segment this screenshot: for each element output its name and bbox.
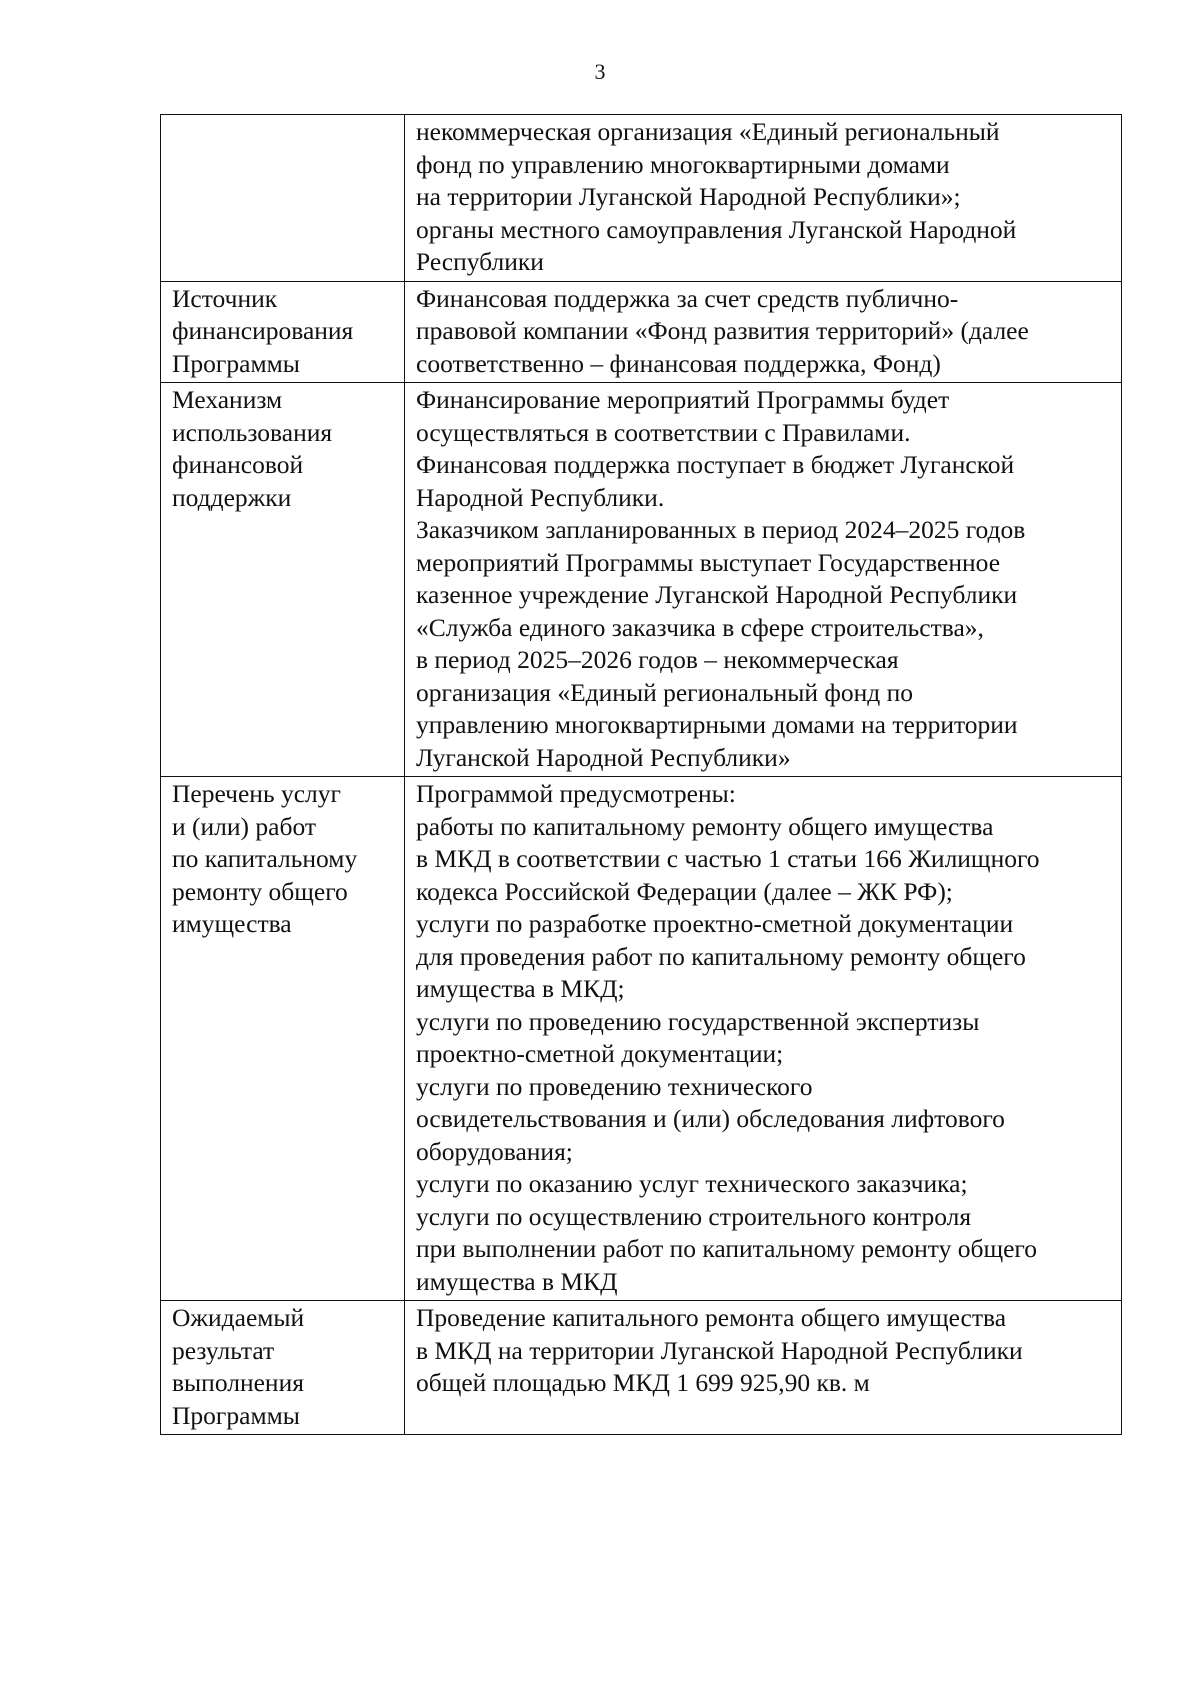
row-content-line: Программой предусмотрены: [416, 779, 736, 808]
row-content-line: оборудования; [416, 1136, 573, 1166]
row-content-line: органы местного самоуправления Луганской Народной [416, 214, 1017, 244]
row-label-line: имущества [172, 909, 292, 938]
row-content-line: «Служба единого заказчика в сфере строительства», [416, 612, 984, 642]
row-content-line: в МКД в соответствии с частью 1 статьи 166 Жилищного [416, 844, 1040, 873]
row-label-line: использования [172, 417, 333, 447]
row-content-line: услуги по проведению технического [416, 1071, 813, 1101]
row-content-cell [405, 383, 1122, 777]
table-row [161, 777, 1122, 1301]
row-content-line: мероприятий Программы выступает Государственное [416, 547, 1001, 577]
row-content-line: соответственно – финансовая поддержка, Фонд) [416, 348, 941, 378]
row-label-line: выполнения [172, 1368, 304, 1397]
row-label-line: Перечень услуг [172, 779, 341, 808]
table-row [161, 281, 1122, 383]
row-content-line: услуги по разработке проектно-сметной документации [416, 909, 1014, 938]
row-content-line: в МКД на территории Луганской Народной Республики [416, 1335, 1023, 1365]
row-content-line: Финансовая поддержка поступает в бюджет Луганской [416, 450, 1015, 479]
row-content-line: при выполнении работ по капитальному ремонту общего [416, 1234, 1037, 1263]
row-content-line: для проведения работ по капитальному ремонту общего [416, 941, 1026, 971]
row-label-line: финансовой [172, 450, 304, 479]
row-content-line: Народной Республики. [416, 482, 665, 512]
row-content-line: имущества в МКД [416, 1266, 618, 1296]
row-label-cell [161, 281, 405, 383]
row-label-cell [161, 383, 405, 777]
table-body [161, 115, 1122, 1435]
row-label-cell [161, 115, 405, 282]
row-label-line: Программы [172, 1400, 300, 1430]
row-content-line: Проведение капитального ремонта общего имущества [416, 1303, 1007, 1332]
row-label-line: результат [172, 1335, 275, 1365]
row-content-cell [405, 1301, 1122, 1435]
row-content-line: услуги по проведению государственной экспертизы [416, 1006, 980, 1036]
row-content-line: в период 2025–2026 годов – некоммерческая [416, 645, 899, 674]
row-content-line: проектно-сметной документации; [416, 1039, 784, 1068]
row-content-line: услуги по осуществлению строительного контроля [416, 1201, 972, 1231]
row-content-cell [405, 115, 1122, 282]
row-content-line: Финансирование мероприятий Программы будет [416, 385, 950, 414]
row-label-line: Программы [172, 348, 300, 378]
table-row [161, 1301, 1122, 1435]
row-content-line: Заказчиком запланированных в период 2024–2025 годов [416, 515, 1026, 544]
row-label-line: по капитальному [172, 844, 358, 873]
row-content-line: правовой компании «Фонд развития территорий» (далее [416, 316, 1029, 345]
row-content-line: имущества в МКД; [416, 974, 625, 1003]
row-content-line: некоммерческая организация «Единый региональный [416, 117, 1000, 146]
row-content-line: фонд по управлению многоквартирными домами [416, 149, 950, 179]
row-label-line: финансирования [172, 316, 354, 345]
row-content-line: казенное учреждение Луганской Народной Республики [416, 580, 1018, 609]
program-passport-table [160, 114, 1122, 1435]
row-label-line: и (или) работ [172, 811, 316, 841]
row-content-line: управлению многоквартирными домами на территории [416, 710, 1018, 739]
row-content-line: кодекса Российской Федерации (далее – ЖК РФ); [416, 876, 953, 906]
row-label-line: Ожидаемый [172, 1303, 305, 1332]
row-content-line: Республики [416, 247, 544, 276]
row-label-line: поддержки [172, 482, 292, 512]
row-label-cell [161, 1301, 405, 1435]
table-row [161, 383, 1122, 777]
table-row [161, 115, 1122, 282]
row-content-line: осуществляться в соответствии с Правилами. [416, 417, 911, 447]
row-content-line: Финансовая поддержка за счет средств публично- [416, 283, 959, 313]
page-number: 3 [594, 59, 606, 84]
row-content-line: освидетельствования и (или) обследования лифтового [416, 1104, 1005, 1133]
row-content-line: на территории Луганской Народной Республики»; [416, 182, 961, 211]
row-content-cell [405, 281, 1122, 383]
row-content-line: услуги по оказанию услуг технического заказчика; [416, 1169, 968, 1198]
row-label-line: Механизм [172, 385, 283, 414]
row-content-line: работы по капитальному ремонту общего имущества [416, 811, 994, 841]
row-label-line: Источник [172, 283, 278, 313]
row-content-line: общей площадью МКД 1 699 925,90 кв. м [416, 1368, 870, 1397]
row-label-line: ремонту общего [172, 876, 348, 906]
row-content-cell [405, 777, 1122, 1301]
row-label-cell [161, 777, 405, 1301]
row-content-line: Луганской Народной Республики» [416, 742, 791, 772]
row-content-line: организация «Единый региональный фонд по [416, 677, 914, 707]
